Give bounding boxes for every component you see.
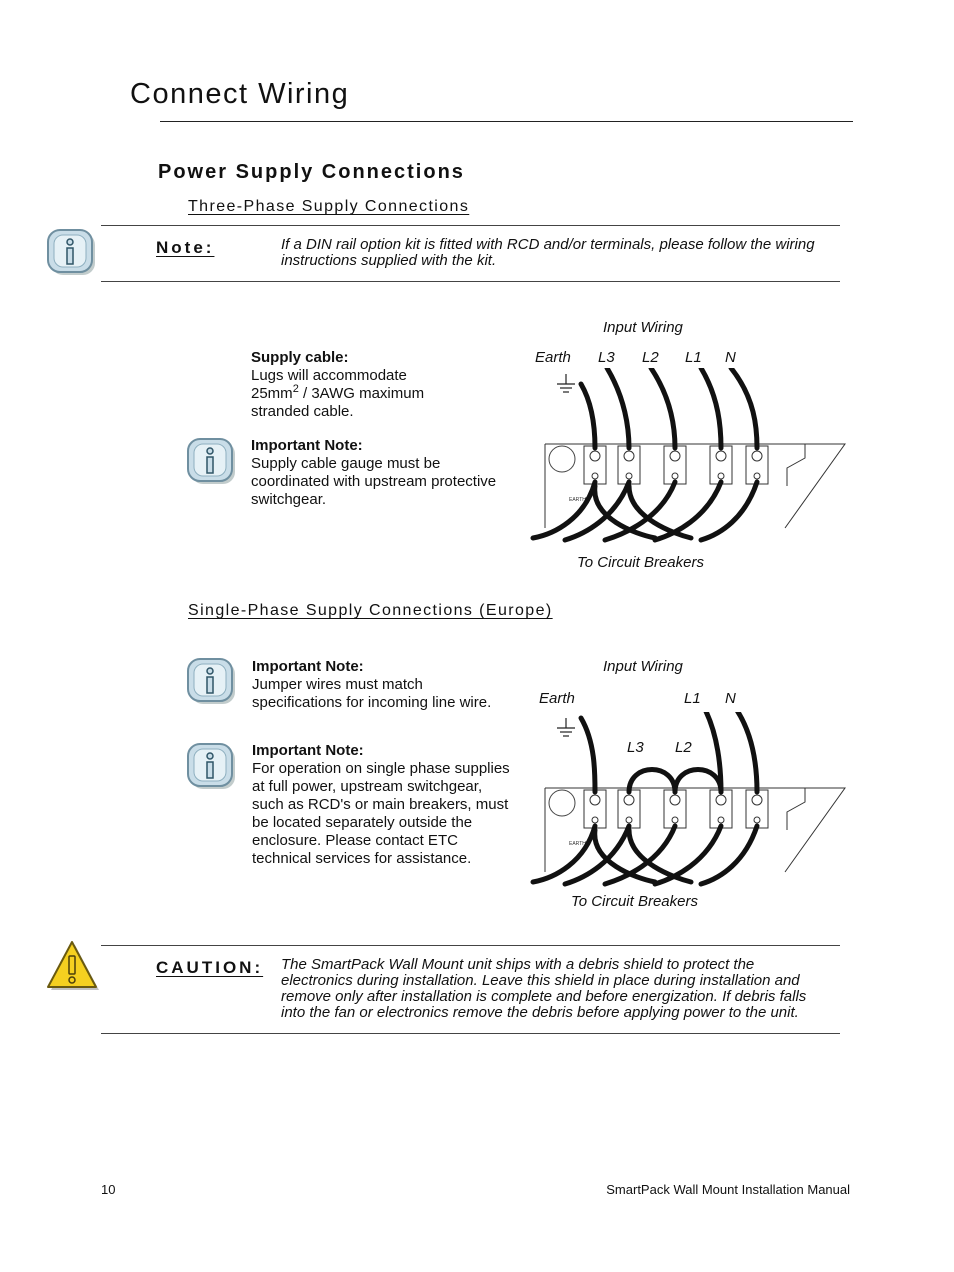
caution-label: CAUTION:	[156, 958, 264, 977]
important-note-line: enclosure. Please contact ETC	[252, 832, 458, 849]
title-divider	[160, 121, 853, 122]
info-icon	[46, 228, 98, 278]
svg-text:EARTH: EARTH	[569, 841, 586, 847]
earth-ground-icon	[557, 374, 575, 392]
caution-line: remove only after installation is complete and before energization. If debris falls	[281, 988, 807, 1005]
wire-label-l2: L2	[642, 349, 659, 366]
input-wiring-label: Input Wiring	[603, 658, 683, 675]
important-note-line: coordinated with upstream protective	[251, 473, 497, 490]
single-phase-power-note	[252, 742, 532, 868]
wire-label-n: N	[725, 349, 736, 366]
to-circuit-breakers-label: To Circuit Breakers	[577, 554, 704, 571]
wire-label-l3: L3	[598, 349, 615, 366]
section-heading: Power Supply Connections	[158, 161, 465, 183]
important-note-title: Important Note:	[251, 437, 363, 454]
important-note-title: Important Note:	[252, 742, 364, 759]
input-wires	[581, 712, 757, 792]
important-note-line: specifications for incoming line wire.	[252, 694, 492, 711]
important-note-line: technical services for assistance.	[252, 850, 472, 867]
terminal-block	[584, 446, 768, 484]
important-note-line: at full power, upstream switchgear,	[252, 778, 483, 795]
input-wiring-label: Input Wiring	[603, 319, 683, 336]
output-wires	[533, 826, 757, 884]
page-title: Connect Wiring	[130, 78, 350, 110]
caution-text	[281, 957, 851, 1021]
important-note-line: For operation on single phase supplies	[252, 760, 510, 777]
caution-line: into the fan or electronics remove the debris before applying power to the unit.	[281, 1004, 799, 1021]
important-note-title: Important Note:	[252, 658, 364, 675]
caution-line: electronics during installation. Leave this shield in place during installation and	[281, 972, 800, 989]
important-note-line: switchgear.	[251, 491, 327, 508]
three-phase-wiring-diagram	[525, 368, 850, 548]
jumper-wire	[675, 770, 721, 793]
to-circuit-breakers-label: To Circuit Breakers	[571, 893, 698, 910]
page-number: 10	[101, 1182, 116, 1197]
wire-label-l2: L2	[675, 739, 692, 756]
note-top-rule	[101, 225, 840, 226]
wire-label-earth: Earth	[535, 349, 571, 366]
caution-icon	[46, 938, 102, 994]
svg-text:EARTH: EARTH	[569, 497, 586, 503]
info-icon	[186, 742, 238, 792]
note-line: instructions supplied with the kit.	[281, 252, 497, 269]
info-icon	[186, 437, 238, 487]
manual-title: SmartPack Wall Mount Installation Manual	[606, 1182, 850, 1197]
wire-label-l1: L1	[685, 349, 702, 366]
jumper-note	[252, 658, 527, 712]
caution-top-rule	[101, 945, 840, 946]
output-wires	[533, 482, 757, 540]
input-wires	[581, 368, 757, 448]
three-phase-heading: Three-Phase Supply Connections	[188, 198, 470, 215]
note-bottom-rule	[101, 281, 840, 282]
supply-cable-title: Supply cable:	[251, 349, 349, 366]
earth-ground-icon	[557, 718, 575, 736]
supply-cable-line: $25mm^2 / 3AWG$ maximum	[251, 383, 425, 402]
note-label: Note:	[156, 238, 215, 257]
single-phase-wiring-diagram	[525, 712, 850, 892]
supply-cable-line: Lugs will accommodate	[251, 367, 407, 384]
important-note-line: Jumper wires must match	[252, 676, 423, 693]
terminal-block	[584, 790, 768, 828]
caution-line: The SmartPack Wall Mount unit ships with a debris shield to protect the	[281, 956, 755, 973]
important-note-line: Supply cable gauge must be	[251, 455, 441, 472]
note-line: If a DIN rail option kit is fitted with RCD and/or terminals, please follow the wiring	[281, 236, 815, 253]
info-icon	[186, 657, 238, 707]
important-note-line: such as RCD's or main breakers, must	[252, 796, 509, 813]
wire-label-earth: Earth	[539, 690, 575, 707]
wire-label-n: N	[725, 690, 736, 707]
important-note-line: be located separately outside the	[252, 814, 473, 831]
jumper-wire	[629, 770, 675, 793]
supply-cable-note	[251, 349, 521, 421]
caution-bottom-rule	[101, 1033, 840, 1034]
important-note-cable	[251, 437, 526, 509]
wire-label-l1: L1	[684, 690, 701, 707]
single-phase-heading: Single-Phase Supply Connections (Europe)	[188, 602, 553, 619]
supply-cable-line: stranded cable.	[251, 403, 354, 420]
wire-label-l3: L3	[627, 739, 644, 756]
note-text	[281, 237, 846, 269]
